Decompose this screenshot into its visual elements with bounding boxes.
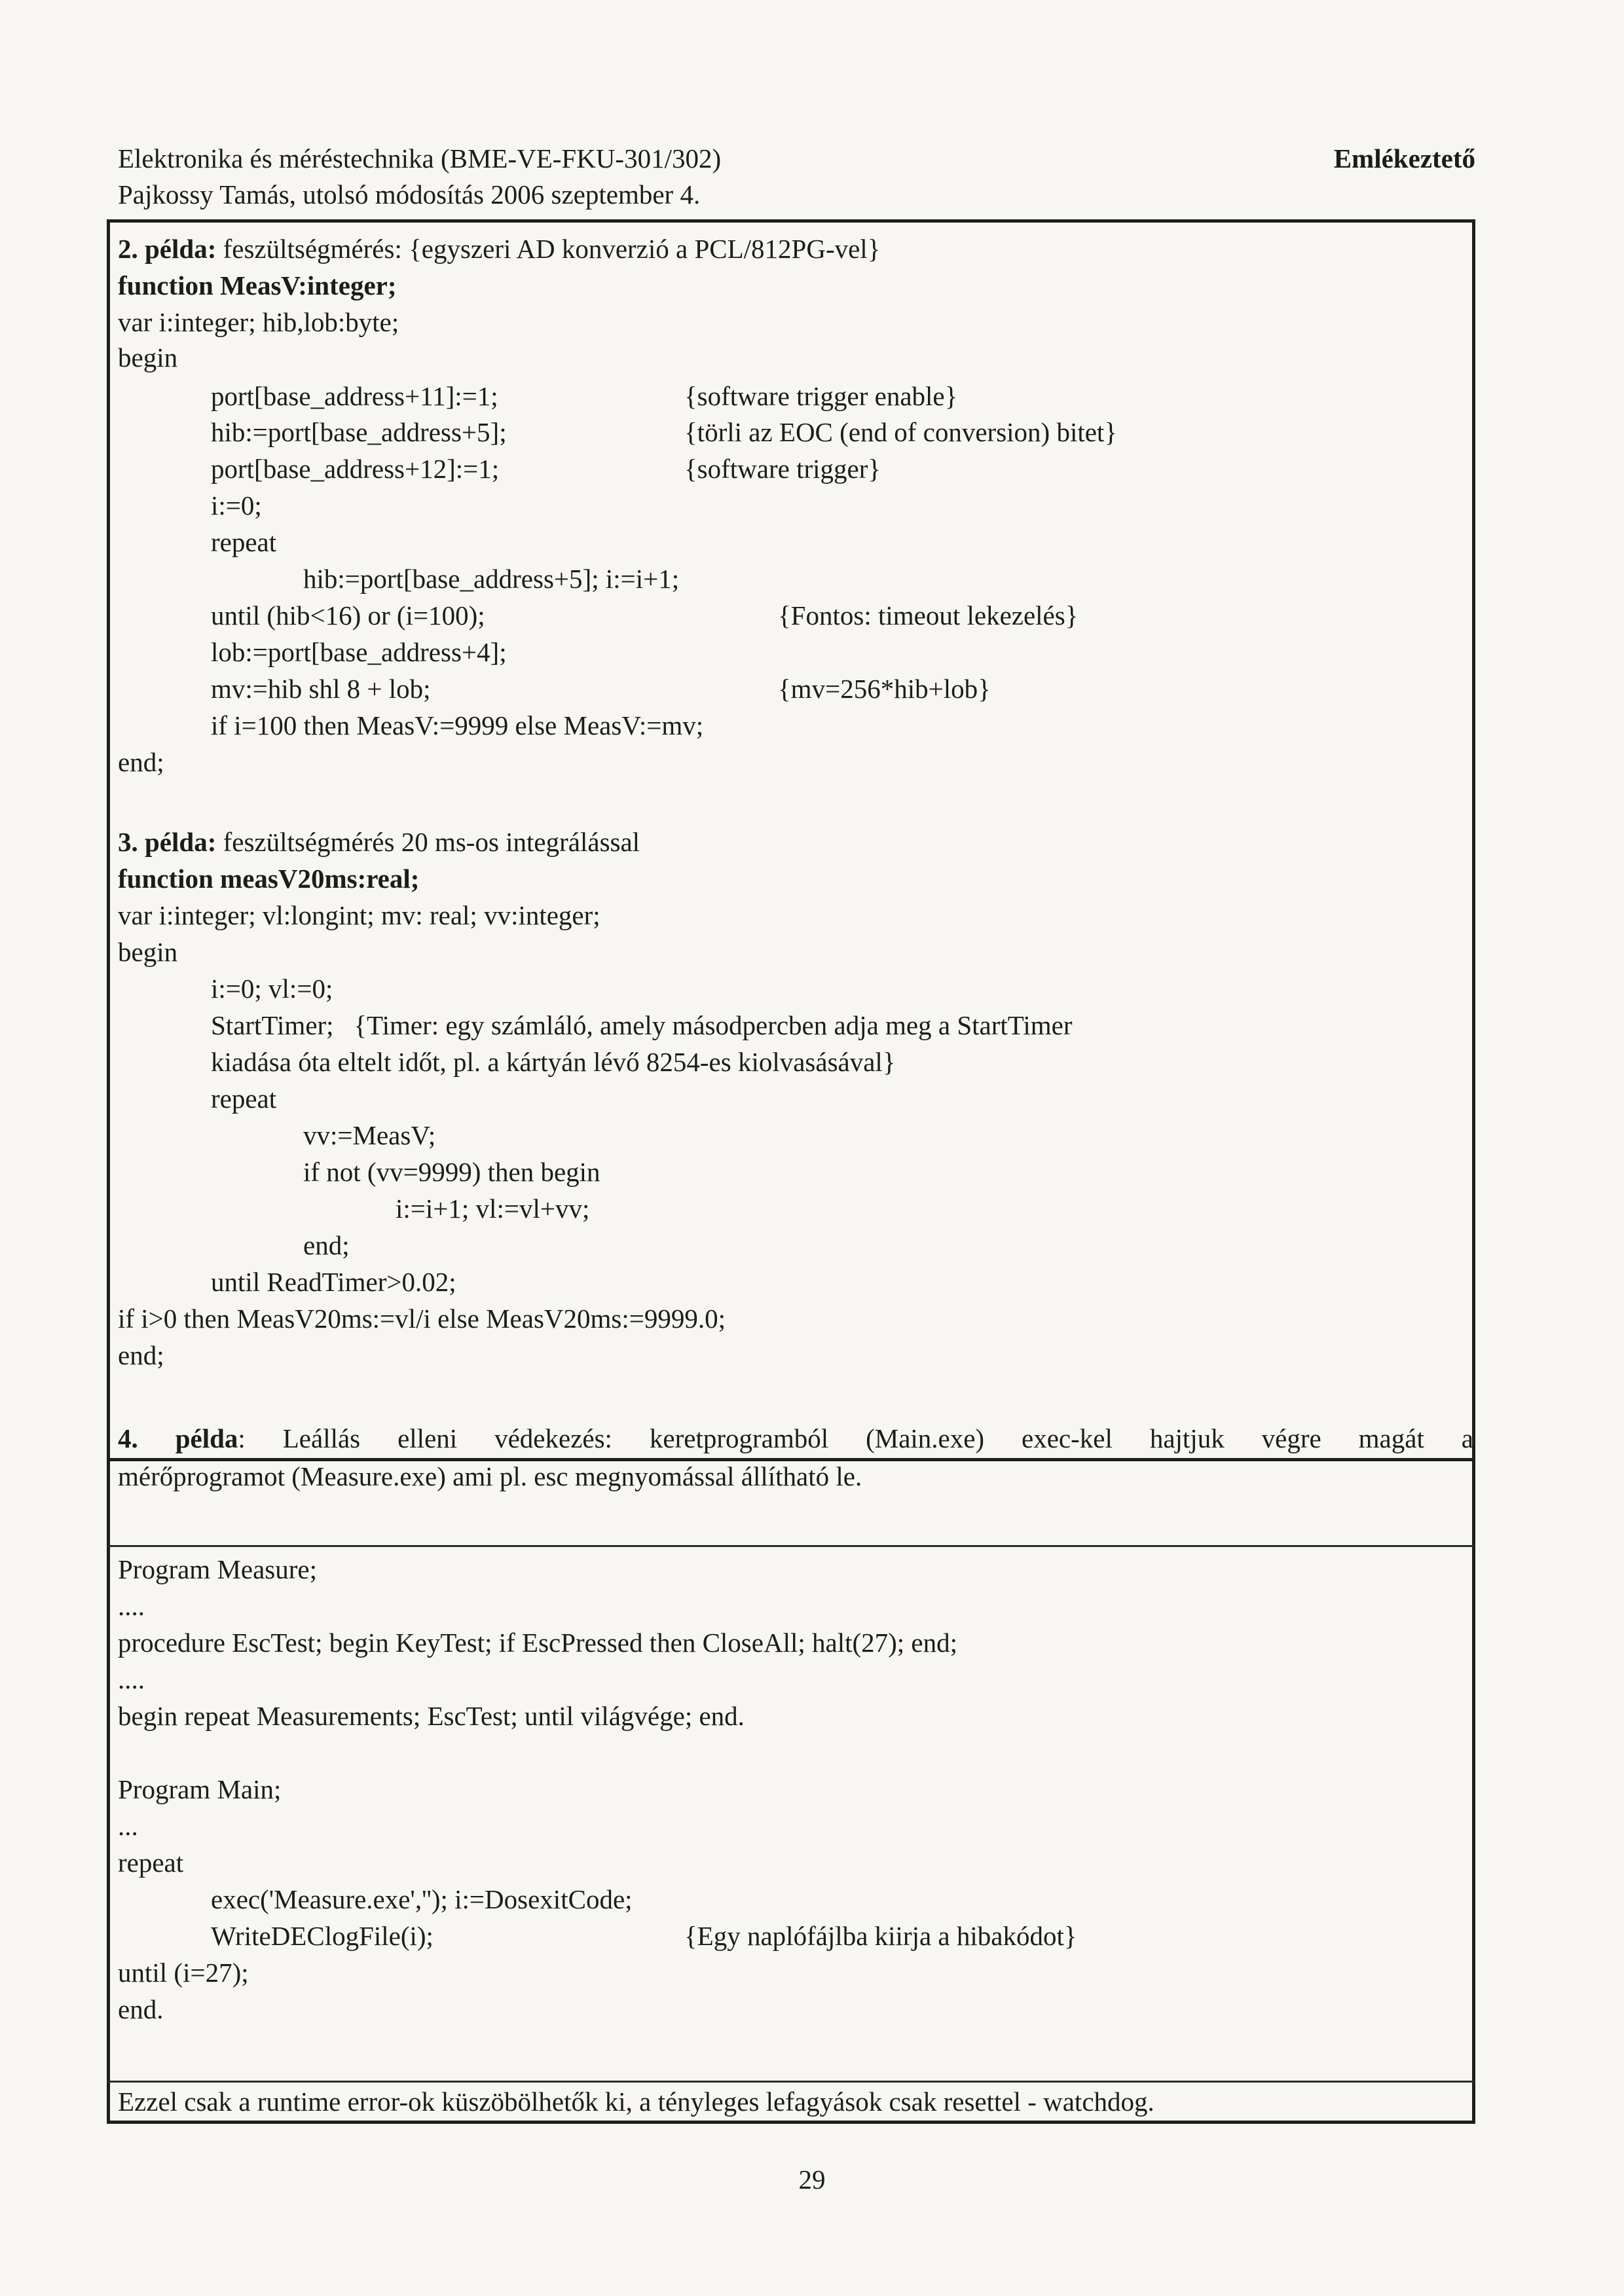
code-comment: {törli az EOC (end of conversion) bitet}	[684, 417, 1118, 447]
code-line: repeat	[211, 1084, 277, 1114]
document-course-title: Elektronika és méréstechnika (BME-VE-FKU-301/302)	[118, 143, 722, 173]
example4-intro-line2: mérőprogramot (Measure.exe) ami pl. esc megnyomással állítható le.	[118, 1461, 862, 1491]
example2-title	[118, 236, 880, 263]
code-line: kiadása óta eltelt időt, pl. a kártyán lévő 8254-es kiolvasásával}	[211, 1047, 896, 1077]
code-comment: {mv=256*hib+lob}	[778, 674, 991, 704]
code-comment: {software trigger enable}	[684, 381, 958, 411]
footnote: Ezzel csak a runtime error-ok küszöbölhetők ki, a tényleges lefagyások csak resettel - watchdog.	[118, 2086, 1154, 2117]
code-line: until (hib<16) or (i=100);	[211, 600, 485, 630]
code-line: lob:=port[base_address+4];	[211, 637, 507, 667]
code-comment: {Fontos: timeout lekezelés}	[778, 600, 1079, 630]
code-line: begin	[118, 937, 178, 967]
code-line: if not (vv=9999) then begin	[303, 1157, 600, 1187]
code-line: WriteDEClogFile(i);	[211, 1921, 434, 1951]
code-line: StartTimer; {Timer: egy számláló, amely másodpercben adja meg a StartTimer	[211, 1010, 1073, 1040]
example2-function-signature: function MeasV:integer;	[118, 270, 397, 301]
example3-function-signature: function measV20ms:real;	[118, 864, 420, 894]
code-line: procedure EscTest; begin KeyTest; if EscPressed then CloseAll; halt(27); end;	[118, 1628, 958, 1658]
document-author-line: Pajkossy Tamás, utolsó módosítás 2006 szeptember 4.	[118, 179, 701, 210]
code-line: vv:=MeasV;	[303, 1120, 436, 1150]
example3-label: 3. példa:	[118, 827, 217, 857]
code-line: until ReadTimer>0.02;	[211, 1267, 456, 1297]
code-line: until (i=27);	[118, 1958, 249, 1988]
code-line: begin repeat Measurements; EscTest; until világvége; end.	[118, 1701, 745, 1731]
example4-intro-line1	[118, 1425, 1473, 1452]
code-line: if i=100 then MeasV:=9999 else MeasV:=mv;	[211, 710, 704, 740]
example2-label: 2. példa:	[118, 234, 217, 264]
code-line: var i:integer; vl:longint; mv: real; vv:integer;	[118, 900, 600, 930]
code-line: hib:=port[base_address+5];	[211, 417, 507, 447]
code-comment: {software trigger}	[684, 454, 881, 484]
divider-line	[107, 1545, 1475, 1547]
example4-description: : Leállás elleni védekezés: keretprogramból (Main.exe) exec-kel hajtjuk végre magát a	[238, 1423, 1473, 1453]
code-line: exec('Measure.exe',''); i:=DosexitCode;	[211, 1884, 633, 1914]
code-line: var i:integer; hib,lob:byte;	[118, 307, 399, 337]
example4-label: 4. példa	[118, 1423, 238, 1453]
code-line: ...	[118, 1811, 138, 1841]
code-line: end;	[303, 1230, 350, 1260]
divider-line	[107, 2081, 1475, 2083]
example2-description: feszültségmérés: {egyszeri AD konverzió a PCL/812PG-vel}	[216, 234, 881, 264]
code-line: end;	[118, 1340, 164, 1370]
code-line: port[base_address+11]:=1;	[211, 381, 498, 411]
document-section-label: Emlékeztető	[1333, 143, 1475, 173]
code-line: port[base_address+12]:=1;	[211, 454, 500, 484]
code-line: repeat	[211, 527, 277, 557]
code-line: i:=0; vl:=0;	[211, 974, 333, 1004]
code-line: Program Measure;	[118, 1554, 317, 1584]
code-line: hib:=port[base_address+5]; i:=i+1;	[303, 564, 680, 594]
code-line: i:=i+1; vl:=vl+vv;	[396, 1194, 590, 1224]
code-line: i:=0;	[211, 490, 262, 520]
code-line: end.	[118, 1994, 164, 2024]
code-line: repeat	[118, 1848, 184, 1878]
page-number: 29	[798, 2164, 826, 2195]
code-line: begin	[118, 342, 178, 373]
example3-title	[118, 829, 640, 856]
code-line: if i>0 then MeasV20ms:=vl/i else MeasV20ms:=9999.0;	[118, 1303, 726, 1334]
code-line: Program Main;	[118, 1774, 282, 1804]
code-line: end;	[118, 747, 164, 777]
code-comment: {Egy naplófájlba kiirja a hibakódot}	[684, 1921, 1077, 1951]
code-line: mv:=hib shl 8 + lob;	[211, 674, 431, 704]
example3-description: feszültségmérés 20 ms-os integrálással	[216, 827, 640, 857]
code-line: ....	[118, 1664, 145, 1694]
code-line: ....	[118, 1591, 145, 1621]
